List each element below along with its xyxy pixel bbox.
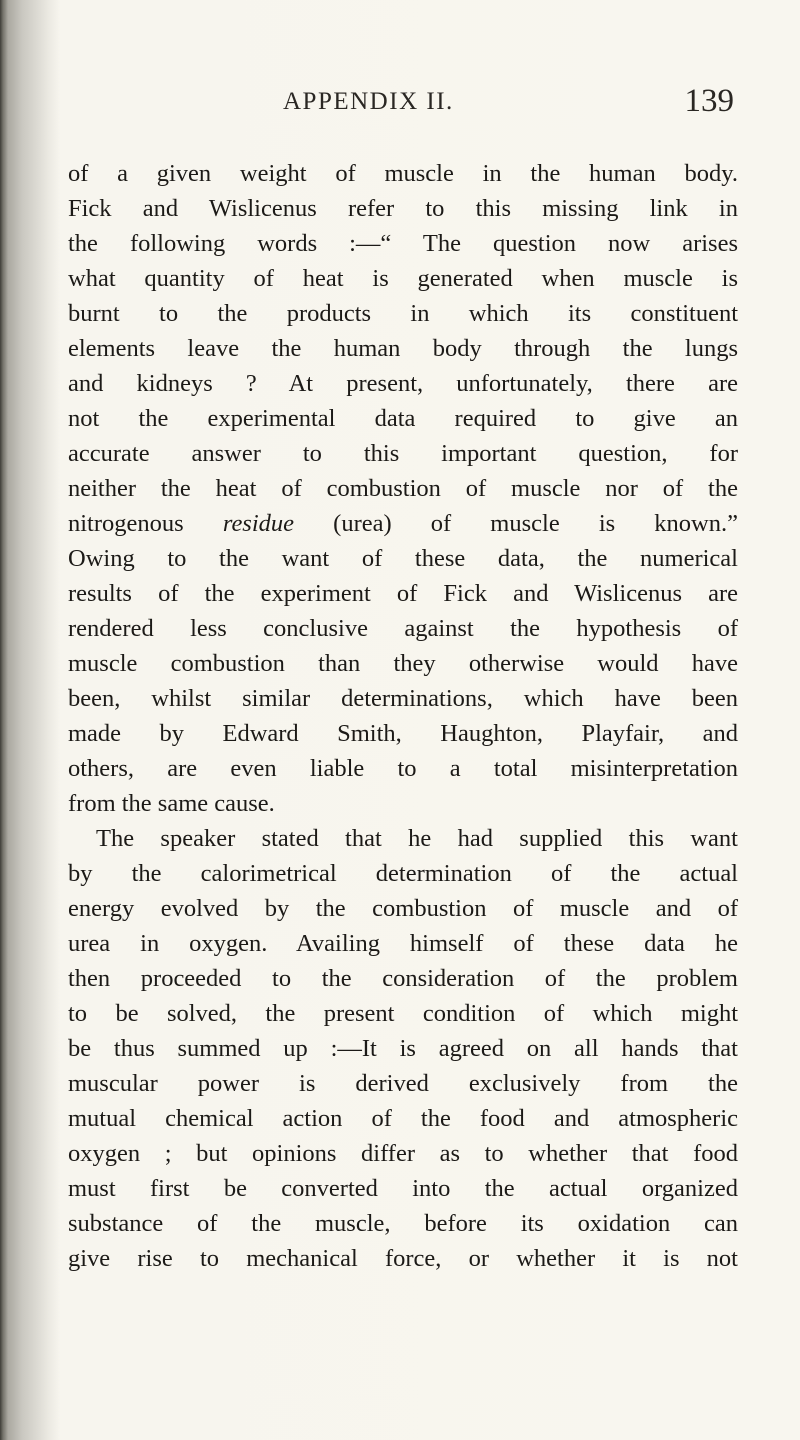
- paragraph-2: [68, 821, 738, 1276]
- text-line: be thus summed up :—It is agreed on all hands that: [68, 1035, 738, 1062]
- text-line-with-italic: [68, 506, 738, 541]
- text-segment: (urea) of muscle is known.”: [294, 510, 738, 537]
- text-line: energy evolved by the combustion of muscle and of: [68, 895, 738, 922]
- paragraph-1: [68, 156, 738, 821]
- text-line: substance of the muscle, before its oxidation can: [68, 1210, 738, 1237]
- text-line: muscular power is derived exclusively from the: [68, 1070, 738, 1097]
- text-line: the following words :—“ The question now arises: [68, 230, 738, 257]
- text-line: made by Edward Smith, Haughton, Playfair, and: [68, 720, 738, 747]
- running-head: APPENDIX II.: [283, 88, 454, 115]
- text-line: muscle combustion than they otherwise would have: [68, 650, 738, 677]
- text-line: Owing to the want of these data, the numerical: [68, 545, 738, 572]
- text-line: neither the heat of combustion of muscle nor of the: [68, 475, 738, 502]
- text-line: rendered less conclusive against the hypothesis of: [68, 615, 738, 642]
- text-line: oxygen ; but opinions differ as to whether that food: [68, 1140, 738, 1167]
- page-header: [60, 83, 740, 128]
- text-line: then proceeded to the consideration of the problem: [68, 965, 738, 992]
- text-line: been, whilst similar determinations, which have been: [68, 685, 738, 712]
- text-line: of a given weight of muscle in the human body.: [68, 160, 738, 187]
- text-line: results of the experiment of Fick and Wislicenus are: [68, 580, 738, 607]
- body-text: [68, 156, 738, 1276]
- text-line: Fick and Wislicenus refer to this missing link in: [68, 195, 738, 222]
- text-line: The speaker stated that he had supplied this want: [96, 825, 738, 852]
- italic-word: residue: [222, 510, 295, 537]
- text-line: what quantity of heat is generated when muscle is: [68, 265, 738, 292]
- text-line: mutual chemical action of the food and atmospheric: [68, 1105, 738, 1132]
- page-number: 139: [684, 83, 734, 119]
- text-line: others, are even liable to a total misinterpretation: [68, 755, 738, 782]
- text-line: elements leave the human body through the lungs: [68, 335, 738, 362]
- text-line: burnt to the products in which its constituent: [68, 300, 738, 327]
- text-segment: nitrogenous: [68, 510, 223, 537]
- text-line: to be solved, the present condition of which might: [68, 1000, 738, 1027]
- text-line: by the calorimetrical determination of the actual: [68, 860, 738, 887]
- binding-shadow: [0, 0, 60, 1440]
- text-line: not the experimental data required to give an: [68, 405, 738, 432]
- text-line: urea in oxygen. Availing himself of these data he: [68, 930, 738, 957]
- text-line: from the same cause.: [68, 790, 275, 817]
- text-line: must first be converted into the actual organized: [68, 1175, 738, 1202]
- text-line: and kidneys ? At present, unfortunately, there are: [68, 370, 738, 397]
- text-line: give rise to mechanical force, or whether it is not: [68, 1245, 738, 1272]
- text-line: accurate answer to this important question, for: [68, 440, 738, 467]
